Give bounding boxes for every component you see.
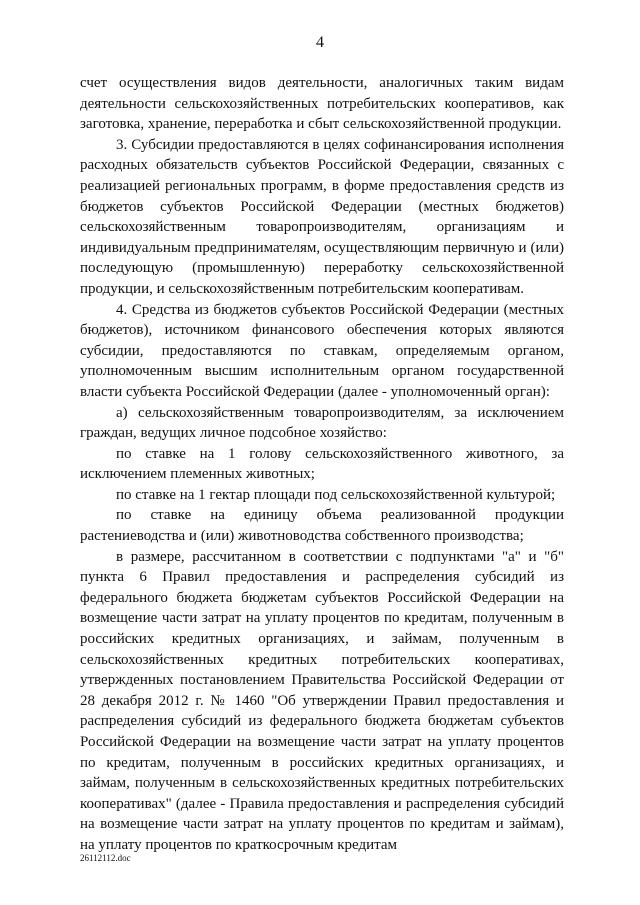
document-body [80, 73, 564, 856]
paragraph-clause-4: 4. Средства из бюджетов субъектов Российской Федерации (местных бюджетов), источником финансового обеспечения которых являются субсидии, предоставляются по ставкам, определяемым органом, уполномоченным высшим исполнительным органом государственной власти субъекта Российской Федерации (далее - уполномоченный орган): [80, 301, 564, 400]
paragraph-rate-per-animal: по ставке на 1 голову сельскохозяйственного животного, за исключением племенных животных; [80, 445, 564, 483]
page-number: 4 [316, 34, 324, 51]
paragraph-rate-per-volume: по ставке на единицу объема реализованной продукции растениеводства и (или) животноводства собственного производства; [80, 507, 564, 545]
paragraph-rate-per-hectare: по ставке на 1 гектар площади под сельскохозяйственной культурой; [116, 486, 556, 503]
paragraph-subclause-a: а) сельскохозяйственным товаропроизводителям, за исключением граждан, ведущих личное подсобное хозяйство: [80, 404, 564, 442]
paragraph-continuation: счет осуществления видов деятельности, аналогичных таким видам деятельности сельскохозяйственных потребительских кооперативов, как заготовка, хранение, переработка и сбыт сельскохозяйственной продукции. [80, 75, 564, 133]
paragraph-clause-3: 3. Субсидии предоставляются в целях софинансирования исполнения расходных обязательств субъектов Российской Федерации, связанных с реализацией региональных программ, в форме предоставления средств из бюджетов субъектов Российской Федерации (местных бюджетов) сельскохозяйственным товаропроизводителям, организациям и индивидуальным предпринимателям, осуществляющим первичную и (или) последующую (промышленную) переработку сельскохозяйственной продукции, и сельскохозяйственным потребительским кооперативам. [80, 136, 564, 297]
paragraph-interest-rate: в размере, рассчитанном в соответствии с подпунктами "а" и "б" пункта 6 Правил предоставления и распределения субсидий из федерального бюджета бюджетам субъектов Российской Федерации на возмещение части затрат на уплату процентов по кредитам, полученным в российских кредитных организациях, и займам, полученным в сельскохозяйственных кредитных потребительских кооперативах, утвержденных постановлением Правительства Российской Федерации от 28 декабря 2012 г. № 1460 "Об утверждении Правил предоставления и распределения субсидий из федерального бюджета бюджетам субъектов Российской Федерации на возмещение части затрат на уплату процентов по кредитам, полученным в российских кредитных организациях, и займам, полученным в сельскохозяйственных кредитных потребительских кооперативах" (далее - Правила предоставления и распределения субсидий на возмещение части затрат на уплату процентов по кредитам и займам), на уплату процентов по краткосрочным кредитам [80, 548, 564, 853]
footer-filename: 26112112.doc [80, 853, 131, 863]
